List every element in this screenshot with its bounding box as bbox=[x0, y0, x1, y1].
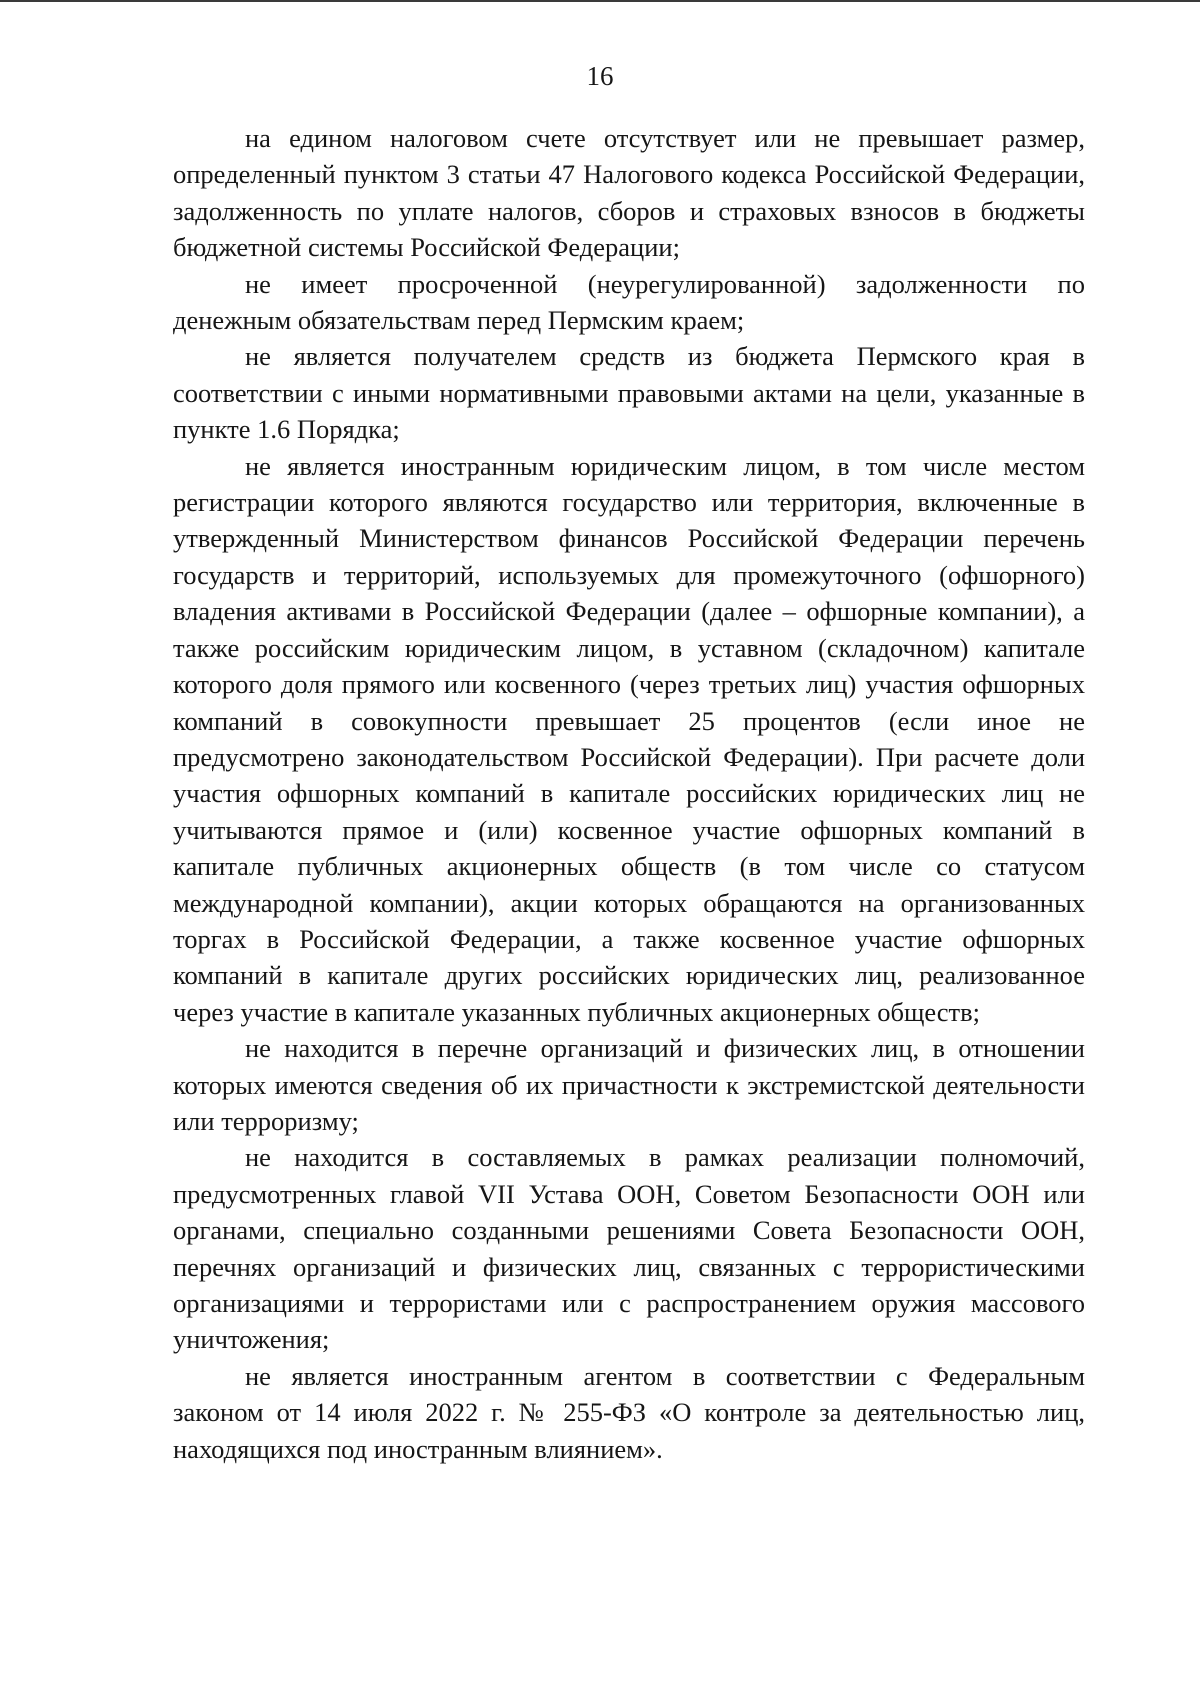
paragraph-extremism-list: не находится в перечне организаций и физических лиц, в отношении которых имеются сведения об их причастности к экстремистской деятельности или терроризму; bbox=[173, 1033, 1085, 1136]
paragraph-offshore: не является иностранным юридическим лицом, в том числе местом регистрации которого являются государство или территория, включенные в утвержденный Министерством финансов Российской Федерации перечень государств и территорий, используемых для промежуточного (офшорного) владения активами в Российской Федерации (далее – офшорные компании), а также российским юридическим лицом, в уставном (складочном) капитале которого доля прямого или косвенного (через третьих лиц) участия офшорных компаний в совокупности превышает 25 процентов (если иное не предусмотрено законодательством Российской Федерации). При расчете доли участия офшорных компаний в капитале российских юридических лиц не учитываются прямое и (или) косвенное участие офшорных компаний в капитале публичных акционерных обществ (в том числе со статусом международной компании), акции которых обращаются на организованных торгах в Российской Федерации, а также косвенное участие офшорных компаний в капитале других российских юридических лиц, реализованное через участие в капитале указанных публичных акционерных обществ; bbox=[173, 450, 1085, 1027]
page-number: 16 bbox=[586, 61, 614, 91]
paragraph-un-sanctions-list: не находится в составляемых в рамках реализации полномочий, предусмотренных главой VII Устава ООН, Советом Безопасности ООН или органами, специально созданными решениями Совета Безопасности ООН, перечнях организаций и физических лиц, связанных с террористическими организациями и террористами или с распространением оружия массового уничтожения; bbox=[173, 1142, 1085, 1355]
paragraph-overdue-debt: не имеет просроченной (неурегулированной) задолженности по денежным обязательствам перед Пермским краем; bbox=[173, 268, 1085, 336]
document-body bbox=[173, 120, 1085, 1467]
paragraph-tax-debt: на едином налоговом счете отсутствует или не превышает размер, определенный пунктом 3 статьи 47 Налогового кодекса Российской Федерации, задолженность по уплате налогов, сборов и страховых взносов в бюджеты бюджетной системы Российской Федерации; bbox=[173, 123, 1085, 263]
paragraph-foreign-agent: не является иностранным агентом в соответствии с Федеральным законом от 14 июля 2022 г. № 255-ФЗ «О контроле за деятельностью лиц, находящихся под иностранным влиянием». bbox=[173, 1360, 1085, 1464]
paragraph-budget-recipient: не является получателем средств из бюджета Пермского края в соответствии с иными нормативными правовыми актами на цели, указанные в пункте 1.6 Порядка; bbox=[173, 341, 1085, 445]
